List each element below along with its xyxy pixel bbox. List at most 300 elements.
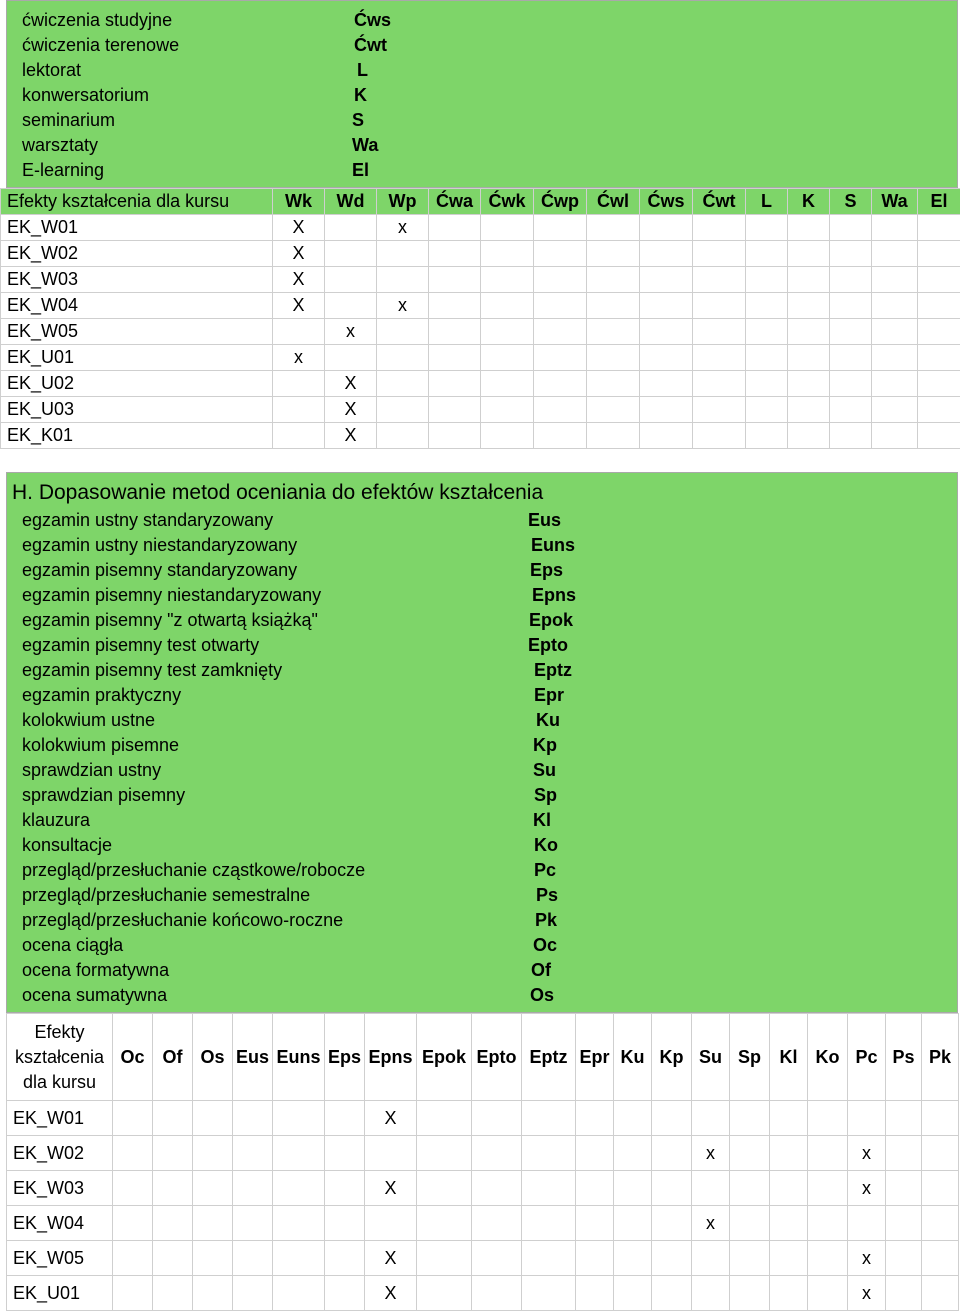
table-cell	[587, 371, 640, 397]
column-header: Kp	[652, 1014, 692, 1101]
table-cell	[918, 293, 960, 319]
table-cell	[325, 1171, 365, 1206]
assessment-method-label: egzamin pisemny standaryzowany	[22, 558, 297, 583]
table-cell	[233, 1276, 273, 1311]
table-cell	[587, 319, 640, 345]
table-cell	[693, 371, 746, 397]
table-cell	[830, 397, 872, 423]
table-cell	[830, 293, 872, 319]
column-header: Of	[153, 1014, 193, 1101]
table-cell: x	[377, 293, 429, 319]
column-header: Ćwl	[587, 189, 640, 215]
assessment-method-label: konsultacje	[22, 833, 112, 858]
table-cell	[640, 215, 693, 241]
table-cell	[693, 215, 746, 241]
table-cell	[587, 293, 640, 319]
assessment-method-code: Kp	[533, 733, 557, 758]
table-cell	[233, 1136, 273, 1171]
table-cell	[113, 1136, 153, 1171]
table-cell	[273, 1136, 325, 1171]
table-cell	[770, 1101, 808, 1136]
assessment-method-code: Ko	[534, 833, 558, 858]
table-cell	[325, 1101, 365, 1136]
column-header: K	[788, 189, 830, 215]
table-cell	[377, 241, 429, 267]
assessment-method-label: egzamin praktyczny	[22, 683, 181, 708]
column-header: Ćwp	[534, 189, 587, 215]
table-cell	[534, 241, 587, 267]
row-label: EK_W02	[1, 241, 273, 267]
table-cell	[693, 345, 746, 371]
assessment-method-code: Epto	[528, 633, 568, 658]
assessment-method-code: Pc	[534, 858, 556, 883]
table-cell	[640, 293, 693, 319]
assessment-method-label: egzamin ustny niestandaryzowany	[22, 533, 297, 558]
column-header: Ps	[886, 1014, 922, 1101]
table-cell: X	[325, 397, 377, 423]
table-cell	[922, 1101, 959, 1136]
table-cell	[830, 241, 872, 267]
table-cell	[614, 1206, 652, 1241]
table-cell	[808, 1136, 848, 1171]
table-cell	[922, 1241, 959, 1276]
table-cell	[481, 319, 534, 345]
table-cell	[534, 371, 587, 397]
row-label: EK_W02	[7, 1136, 113, 1171]
column-header: Epok	[417, 1014, 472, 1101]
table-cell: X	[365, 1276, 417, 1311]
table-cell	[746, 319, 788, 345]
assessment-method-label: sprawdzian ustny	[22, 758, 161, 783]
row-label: EK_U02	[1, 371, 273, 397]
row-label: EK_K01	[1, 423, 273, 449]
table-cell	[417, 1136, 472, 1171]
assessment-method-code: Epok	[529, 608, 573, 633]
table-cell	[153, 1206, 193, 1241]
table-cell	[640, 319, 693, 345]
form-code: S	[352, 108, 364, 133]
table-cell	[693, 293, 746, 319]
column-header: Eptz	[522, 1014, 576, 1101]
table-cell	[522, 1171, 576, 1206]
table-cell: x	[848, 1171, 886, 1206]
table-cell	[922, 1276, 959, 1311]
table-cell	[886, 1101, 922, 1136]
table-cell	[522, 1206, 576, 1241]
table-cell	[325, 1241, 365, 1276]
assessment-method-code: Eptz	[534, 658, 572, 683]
column-header: Ćws	[640, 189, 693, 215]
assessment-method-code: Kl	[533, 808, 551, 833]
section-h-title: H. Dopasowanie metod oceniania do efektów kształcenia	[12, 480, 543, 506]
table-cell	[788, 423, 830, 449]
table-cell	[429, 345, 481, 371]
table-cell	[576, 1101, 614, 1136]
table-cell	[377, 319, 429, 345]
table-cell	[481, 293, 534, 319]
table-cell	[113, 1171, 153, 1206]
table-cell	[113, 1101, 153, 1136]
table-row	[1, 215, 960, 241]
table-cell	[534, 345, 587, 371]
table-cell	[417, 1171, 472, 1206]
column-header: Kl	[770, 1014, 808, 1101]
assessment-method-code: Sp	[534, 783, 557, 808]
column-header: L	[746, 189, 788, 215]
table-cell	[233, 1171, 273, 1206]
table-cell	[830, 267, 872, 293]
column-header: Wk	[273, 189, 325, 215]
table-row	[7, 1241, 959, 1276]
table-cell	[325, 1206, 365, 1241]
table-cell	[587, 241, 640, 267]
table-row	[1, 319, 960, 345]
table-cell: X	[325, 423, 377, 449]
table-cell	[534, 423, 587, 449]
table-cell	[522, 1276, 576, 1311]
table-cell	[746, 423, 788, 449]
assessment-method-label: przegląd/przesłuchanie cząstkowe/robocze	[22, 858, 365, 883]
form-label: E-learning	[22, 158, 104, 183]
table-cell	[377, 423, 429, 449]
table-cell	[193, 1101, 233, 1136]
assessment-method-label: egzamin ustny standaryzowany	[22, 508, 273, 533]
table-cell	[693, 397, 746, 423]
table-cell: X	[325, 371, 377, 397]
table-cell	[693, 241, 746, 267]
table-cell	[377, 267, 429, 293]
column-header: Pk	[922, 1014, 959, 1101]
column-header: Su	[692, 1014, 730, 1101]
form-code: Ćwt	[354, 33, 387, 58]
table-cell	[417, 1101, 472, 1136]
table-cell	[746, 215, 788, 241]
table-cell	[693, 319, 746, 345]
assessment-method-label: ocena formatywna	[22, 958, 169, 983]
table-cell	[113, 1206, 153, 1241]
form-label: warsztaty	[22, 133, 98, 158]
table-cell	[472, 1206, 522, 1241]
table-cell	[193, 1171, 233, 1206]
table-cell	[746, 397, 788, 423]
table-cell: x	[848, 1136, 886, 1171]
table-cell	[830, 371, 872, 397]
table-cell	[872, 345, 918, 371]
table-cell	[273, 1171, 325, 1206]
table-cell	[730, 1171, 770, 1206]
table-cell	[730, 1241, 770, 1276]
table-row	[1, 345, 960, 371]
table-cell	[730, 1276, 770, 1311]
table-cell: X	[273, 241, 325, 267]
table-cell	[481, 345, 534, 371]
table-row	[7, 1171, 959, 1206]
form-label: seminarium	[22, 108, 115, 133]
header-label	[7, 1014, 113, 1101]
column-header: Oc	[113, 1014, 153, 1101]
table-cell	[429, 215, 481, 241]
table-cell	[614, 1276, 652, 1311]
table-cell: X	[273, 215, 325, 241]
table-cell	[872, 293, 918, 319]
table-cell	[922, 1206, 959, 1241]
column-header: Epr	[576, 1014, 614, 1101]
table-cell	[325, 267, 377, 293]
table-cell	[481, 215, 534, 241]
table-cell	[153, 1101, 193, 1136]
table-cell	[788, 345, 830, 371]
assessment-method-code: Ku	[536, 708, 560, 733]
table-cell	[472, 1241, 522, 1276]
table-cell	[918, 215, 960, 241]
table-cell	[886, 1241, 922, 1276]
table-cell	[522, 1101, 576, 1136]
table-cell	[918, 267, 960, 293]
table-cell	[652, 1276, 692, 1311]
table-cell	[153, 1276, 193, 1311]
form-code: El	[352, 158, 369, 183]
assessment-method-label: kolokwium pisemne	[22, 733, 179, 758]
table-cell	[640, 397, 693, 423]
table-cell	[886, 1171, 922, 1206]
column-header: S	[830, 189, 872, 215]
table-cell	[417, 1241, 472, 1276]
table-cell	[848, 1206, 886, 1241]
row-label: EK_U01	[1, 345, 273, 371]
table-cell	[534, 319, 587, 345]
table-cell: x	[273, 345, 325, 371]
table-cell	[640, 345, 693, 371]
table-cell: x	[848, 1241, 886, 1276]
table-cell	[788, 293, 830, 319]
table-cell	[429, 293, 481, 319]
table-cell	[808, 1171, 848, 1206]
table-cell	[614, 1136, 652, 1171]
table-cell	[770, 1206, 808, 1241]
row-label: EK_W05	[7, 1241, 113, 1276]
table-cell	[273, 371, 325, 397]
table-cell	[922, 1171, 959, 1206]
table-cell	[652, 1101, 692, 1136]
column-header: Wd	[325, 189, 377, 215]
table-cell	[587, 215, 640, 241]
table-cell	[153, 1171, 193, 1206]
column-header: Euns	[273, 1014, 325, 1101]
table-cell	[481, 397, 534, 423]
column-header: Epns	[365, 1014, 417, 1101]
table-cell	[522, 1136, 576, 1171]
table-cell	[587, 423, 640, 449]
table-cell	[918, 319, 960, 345]
table-cell: X	[365, 1101, 417, 1136]
table-cell	[922, 1136, 959, 1171]
table-cell	[481, 371, 534, 397]
table-cell	[576, 1241, 614, 1276]
assessment-method-label: kolokwium ustne	[22, 708, 155, 733]
assessment-method-code: Pk	[535, 908, 557, 933]
table-cell: X	[365, 1171, 417, 1206]
table-header-row	[1, 189, 960, 215]
table-header-row	[7, 1014, 959, 1101]
table-cell	[325, 241, 377, 267]
table-cell	[193, 1276, 233, 1311]
table-cell	[918, 345, 960, 371]
course-effects-forms-table	[0, 188, 960, 449]
course-effects-assessment-table	[6, 1013, 959, 1311]
column-header: Ćwk	[481, 189, 534, 215]
table-cell	[325, 345, 377, 371]
table-cell	[788, 241, 830, 267]
assessment-method-label: klauzura	[22, 808, 90, 833]
row-label: EK_W03	[7, 1171, 113, 1206]
table-cell	[429, 397, 481, 423]
table-cell	[830, 215, 872, 241]
table-cell	[692, 1276, 730, 1311]
assessment-method-code: Oc	[533, 933, 557, 958]
table-cell	[730, 1206, 770, 1241]
assessment-method-label: egzamin pisemny test otwarty	[22, 633, 259, 658]
column-header: Eus	[233, 1014, 273, 1101]
assessment-method-label: egzamin pisemny niestandaryzowany	[22, 583, 321, 608]
table-cell	[576, 1276, 614, 1311]
table-cell	[481, 267, 534, 293]
column-header: Eps	[325, 1014, 365, 1101]
table-cell	[472, 1276, 522, 1311]
table-cell	[640, 423, 693, 449]
table-cell	[652, 1171, 692, 1206]
table-row	[1, 241, 960, 267]
row-label: EK_W03	[1, 267, 273, 293]
row-label: EK_W01	[1, 215, 273, 241]
table-cell	[377, 397, 429, 423]
table-cell	[576, 1136, 614, 1171]
table-cell	[730, 1101, 770, 1136]
table-cell	[273, 1101, 325, 1136]
table-cell	[830, 423, 872, 449]
table-cell	[746, 293, 788, 319]
header-label-line: kształcenia	[7, 1045, 112, 1070]
table-cell	[153, 1241, 193, 1276]
table-cell	[886, 1136, 922, 1171]
table-cell	[233, 1206, 273, 1241]
table-cell: X	[365, 1241, 417, 1276]
table-cell	[193, 1206, 233, 1241]
table-cell	[746, 371, 788, 397]
table-cell	[692, 1101, 730, 1136]
table-cell	[325, 215, 377, 241]
table-cell	[830, 345, 872, 371]
table-cell	[534, 267, 587, 293]
assessment-method-code: Of	[531, 958, 551, 983]
row-label: EK_U01	[7, 1276, 113, 1311]
header-label-line: dla kursu	[7, 1070, 112, 1095]
table-cell	[429, 423, 481, 449]
table-cell	[746, 267, 788, 293]
table-row	[1, 423, 960, 449]
table-cell	[692, 1171, 730, 1206]
assessment-method-code: Os	[530, 983, 554, 1008]
table-cell	[522, 1241, 576, 1276]
assessment-method-code: Eus	[528, 508, 561, 533]
table-cell	[886, 1206, 922, 1241]
table-cell	[746, 241, 788, 267]
table-row	[1, 267, 960, 293]
table-cell	[808, 1241, 848, 1276]
assessment-method-code: Ps	[536, 883, 558, 908]
table-cell	[429, 267, 481, 293]
table-cell	[788, 215, 830, 241]
table-cell	[472, 1171, 522, 1206]
assessment-method-code: Su	[533, 758, 556, 783]
assessment-method-label: ocena ciągła	[22, 933, 123, 958]
table-cell	[587, 345, 640, 371]
table-cell	[614, 1171, 652, 1206]
table-row	[7, 1276, 959, 1311]
assessment-method-code: Epr	[534, 683, 564, 708]
table-cell	[576, 1206, 614, 1241]
table-cell	[788, 371, 830, 397]
column-header: Wp	[377, 189, 429, 215]
table-cell	[872, 319, 918, 345]
table-cell	[365, 1136, 417, 1171]
table-cell	[429, 319, 481, 345]
column-header: Epto	[472, 1014, 522, 1101]
table-cell	[325, 1276, 365, 1311]
table-cell	[365, 1206, 417, 1241]
table-cell	[693, 267, 746, 293]
table-cell	[770, 1136, 808, 1171]
table-cell	[848, 1101, 886, 1136]
assessment-method-label: egzamin pisemny test zamknięty	[22, 658, 282, 683]
table-cell	[576, 1171, 614, 1206]
header-label: Efekty kształcenia dla kursu	[1, 189, 273, 215]
table-cell: x	[325, 319, 377, 345]
table-cell	[808, 1206, 848, 1241]
row-label: EK_W04	[7, 1206, 113, 1241]
table-cell	[614, 1101, 652, 1136]
column-header: Ku	[614, 1014, 652, 1101]
table-cell: X	[273, 267, 325, 293]
assessment-method-code: Euns	[531, 533, 575, 558]
table-cell	[652, 1206, 692, 1241]
table-cell	[872, 267, 918, 293]
assessment-method-code: Epns	[532, 583, 576, 608]
form-code: K	[354, 83, 367, 108]
table-cell	[808, 1101, 848, 1136]
column-header: Sp	[730, 1014, 770, 1101]
assessment-method-label: egzamin pisemny "z otwartą książką"	[22, 608, 318, 633]
table-cell	[872, 241, 918, 267]
table-cell	[614, 1241, 652, 1276]
row-label: EK_U03	[1, 397, 273, 423]
table-cell	[233, 1241, 273, 1276]
table-cell	[640, 267, 693, 293]
table-cell	[693, 423, 746, 449]
table-cell	[273, 423, 325, 449]
assessment-method-label: przegląd/przesłuchanie końcowo-roczne	[22, 908, 343, 933]
table-cell	[640, 241, 693, 267]
table-cell	[652, 1136, 692, 1171]
assessment-method-label: ocena sumatywna	[22, 983, 167, 1008]
table-cell	[918, 371, 960, 397]
table-row	[7, 1101, 959, 1136]
table-cell	[481, 423, 534, 449]
table-cell	[273, 319, 325, 345]
table-cell	[534, 293, 587, 319]
table-cell	[417, 1276, 472, 1311]
assessment-method-label: sprawdzian pisemny	[22, 783, 185, 808]
table-row	[7, 1206, 959, 1241]
